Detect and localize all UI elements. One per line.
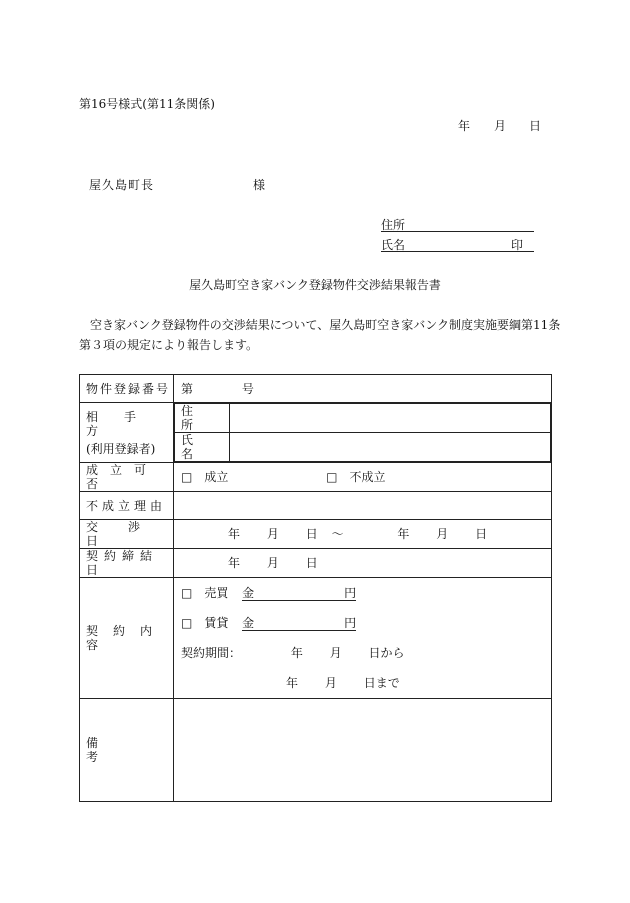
remarks-field[interactable] xyxy=(174,699,552,802)
property-number-label: 物件登録番号 xyxy=(86,381,171,396)
neg-end-day: 日 xyxy=(475,527,488,541)
outcome-label-cell xyxy=(80,463,174,492)
outcome-cell xyxy=(174,463,552,492)
counterparty-address-field[interactable] xyxy=(230,404,551,433)
period-end-suffix: 日まで xyxy=(363,676,400,690)
seal-mark: 印 xyxy=(511,238,524,252)
contract-day: 日 xyxy=(305,556,318,570)
contract-content-label: 契約内容 xyxy=(86,624,168,652)
failure-reason-field[interactable] xyxy=(174,492,552,520)
neg-end-month: 月 xyxy=(436,527,449,541)
remarks-label: 備考 xyxy=(86,736,157,764)
negotiation-date-label: 交渉日 xyxy=(86,520,171,548)
period-start-year: 年 xyxy=(290,646,303,660)
outcome-no-checkbox[interactable]: □ 不成立 xyxy=(326,470,386,484)
neg-start-year: 年 xyxy=(228,527,241,541)
period-end-year: 年 xyxy=(286,676,299,690)
counterparty-label-cell xyxy=(80,403,174,463)
negotiation-date-row xyxy=(80,520,552,549)
failure-reason-row xyxy=(80,492,552,520)
date-month-label: 月 xyxy=(494,119,507,133)
contract-content-cell xyxy=(174,578,552,699)
neg-end-year: 年 xyxy=(397,527,410,541)
contract-content-row xyxy=(80,578,552,699)
addressee-name: 屋久島町長 xyxy=(89,178,155,192)
property-number-suffix: 号 xyxy=(241,381,254,396)
lease-line xyxy=(181,616,356,631)
counterparty-name-label: 氏名 xyxy=(175,433,230,462)
counterparty-name-field[interactable] xyxy=(230,433,551,462)
date-year-label: 年 xyxy=(458,119,471,133)
negotiation-date-cell[interactable] xyxy=(174,520,552,549)
period-end-line[interactable] xyxy=(286,676,400,690)
period-start-suffix: 日から xyxy=(368,646,405,660)
sale-line xyxy=(181,586,356,601)
date-day-label: 日 xyxy=(529,119,542,133)
period-end-month: 月 xyxy=(324,676,337,690)
contract-content-label-cell xyxy=(80,578,174,699)
property-number-cell[interactable] xyxy=(174,375,552,403)
neg-tilde: ～ xyxy=(331,527,344,541)
contract-month: 月 xyxy=(266,556,279,570)
counterparty-sub-label: (利用登録者) xyxy=(86,441,156,456)
outcome-yes-checkbox[interactable]: □ 成立 xyxy=(181,470,229,484)
sale-checkbox[interactable]: □ 売買 xyxy=(181,586,229,600)
outcome-row xyxy=(80,463,552,492)
period-start-line[interactable] xyxy=(181,646,405,660)
applicant-address-label: 住所 xyxy=(381,218,406,232)
lease-money-prefix: 金 xyxy=(242,616,255,630)
property-number-label-cell xyxy=(80,375,174,403)
remarks-label-cell xyxy=(80,699,174,802)
property-number-row xyxy=(80,375,552,403)
contract-date-row xyxy=(80,549,552,578)
failure-reason-label-cell xyxy=(80,492,174,520)
counterparty-row xyxy=(80,403,552,463)
counterparty-label-spread xyxy=(80,410,173,438)
neg-start-month: 月 xyxy=(266,527,279,541)
addressee-honorific: 様 xyxy=(253,178,266,192)
contract-year: 年 xyxy=(228,556,241,570)
counterparty-address-row xyxy=(175,404,551,433)
neg-start-day: 日 xyxy=(305,527,318,541)
contract-date-label: 契約締結日 xyxy=(86,549,159,577)
counterparty-detail-cell xyxy=(174,403,552,463)
applicant-address-line xyxy=(381,231,534,232)
remarks-row xyxy=(80,699,552,802)
sale-yen: 円 xyxy=(344,586,357,600)
counterparty-inner-table xyxy=(174,403,551,462)
failure-reason-label: 不成立理由 xyxy=(86,498,167,513)
form-number: 第16号様式(第11条関係) xyxy=(79,97,215,111)
sale-money-prefix: 金 xyxy=(242,586,255,600)
negotiation-date-label-cell xyxy=(80,520,174,549)
counterparty-label: 相手方 xyxy=(86,409,163,438)
body-line-1: 空き家バンク登録物件の交渉結果について、屋久島町空き家バンク制度実施要綱第11条 xyxy=(90,318,561,332)
lease-amount-field[interactable] xyxy=(242,616,356,631)
lease-checkbox[interactable]: □ 賃貸 xyxy=(181,616,229,630)
counterparty-name-row xyxy=(175,433,551,462)
contract-date-label-cell xyxy=(80,549,174,578)
counterparty-address-label: 住所 xyxy=(175,404,230,433)
document-title: 屋久島町空き家バンク登録物件交渉結果報告書 xyxy=(189,278,441,292)
contract-date-cell[interactable] xyxy=(174,549,552,578)
lease-yen: 円 xyxy=(344,616,357,630)
report-table xyxy=(79,374,552,802)
sale-amount-field[interactable] xyxy=(242,586,356,601)
applicant-name-label: 氏名 xyxy=(381,238,406,252)
outcome-label: 成立可否 xyxy=(86,463,159,491)
applicant-name-line xyxy=(381,251,534,252)
period-label: 契約期間： xyxy=(181,646,242,660)
property-number-prefix: 第 xyxy=(181,381,194,396)
body-line-2: 第３項の規定により報告します。 xyxy=(79,338,259,352)
period-start-month: 月 xyxy=(329,646,342,660)
